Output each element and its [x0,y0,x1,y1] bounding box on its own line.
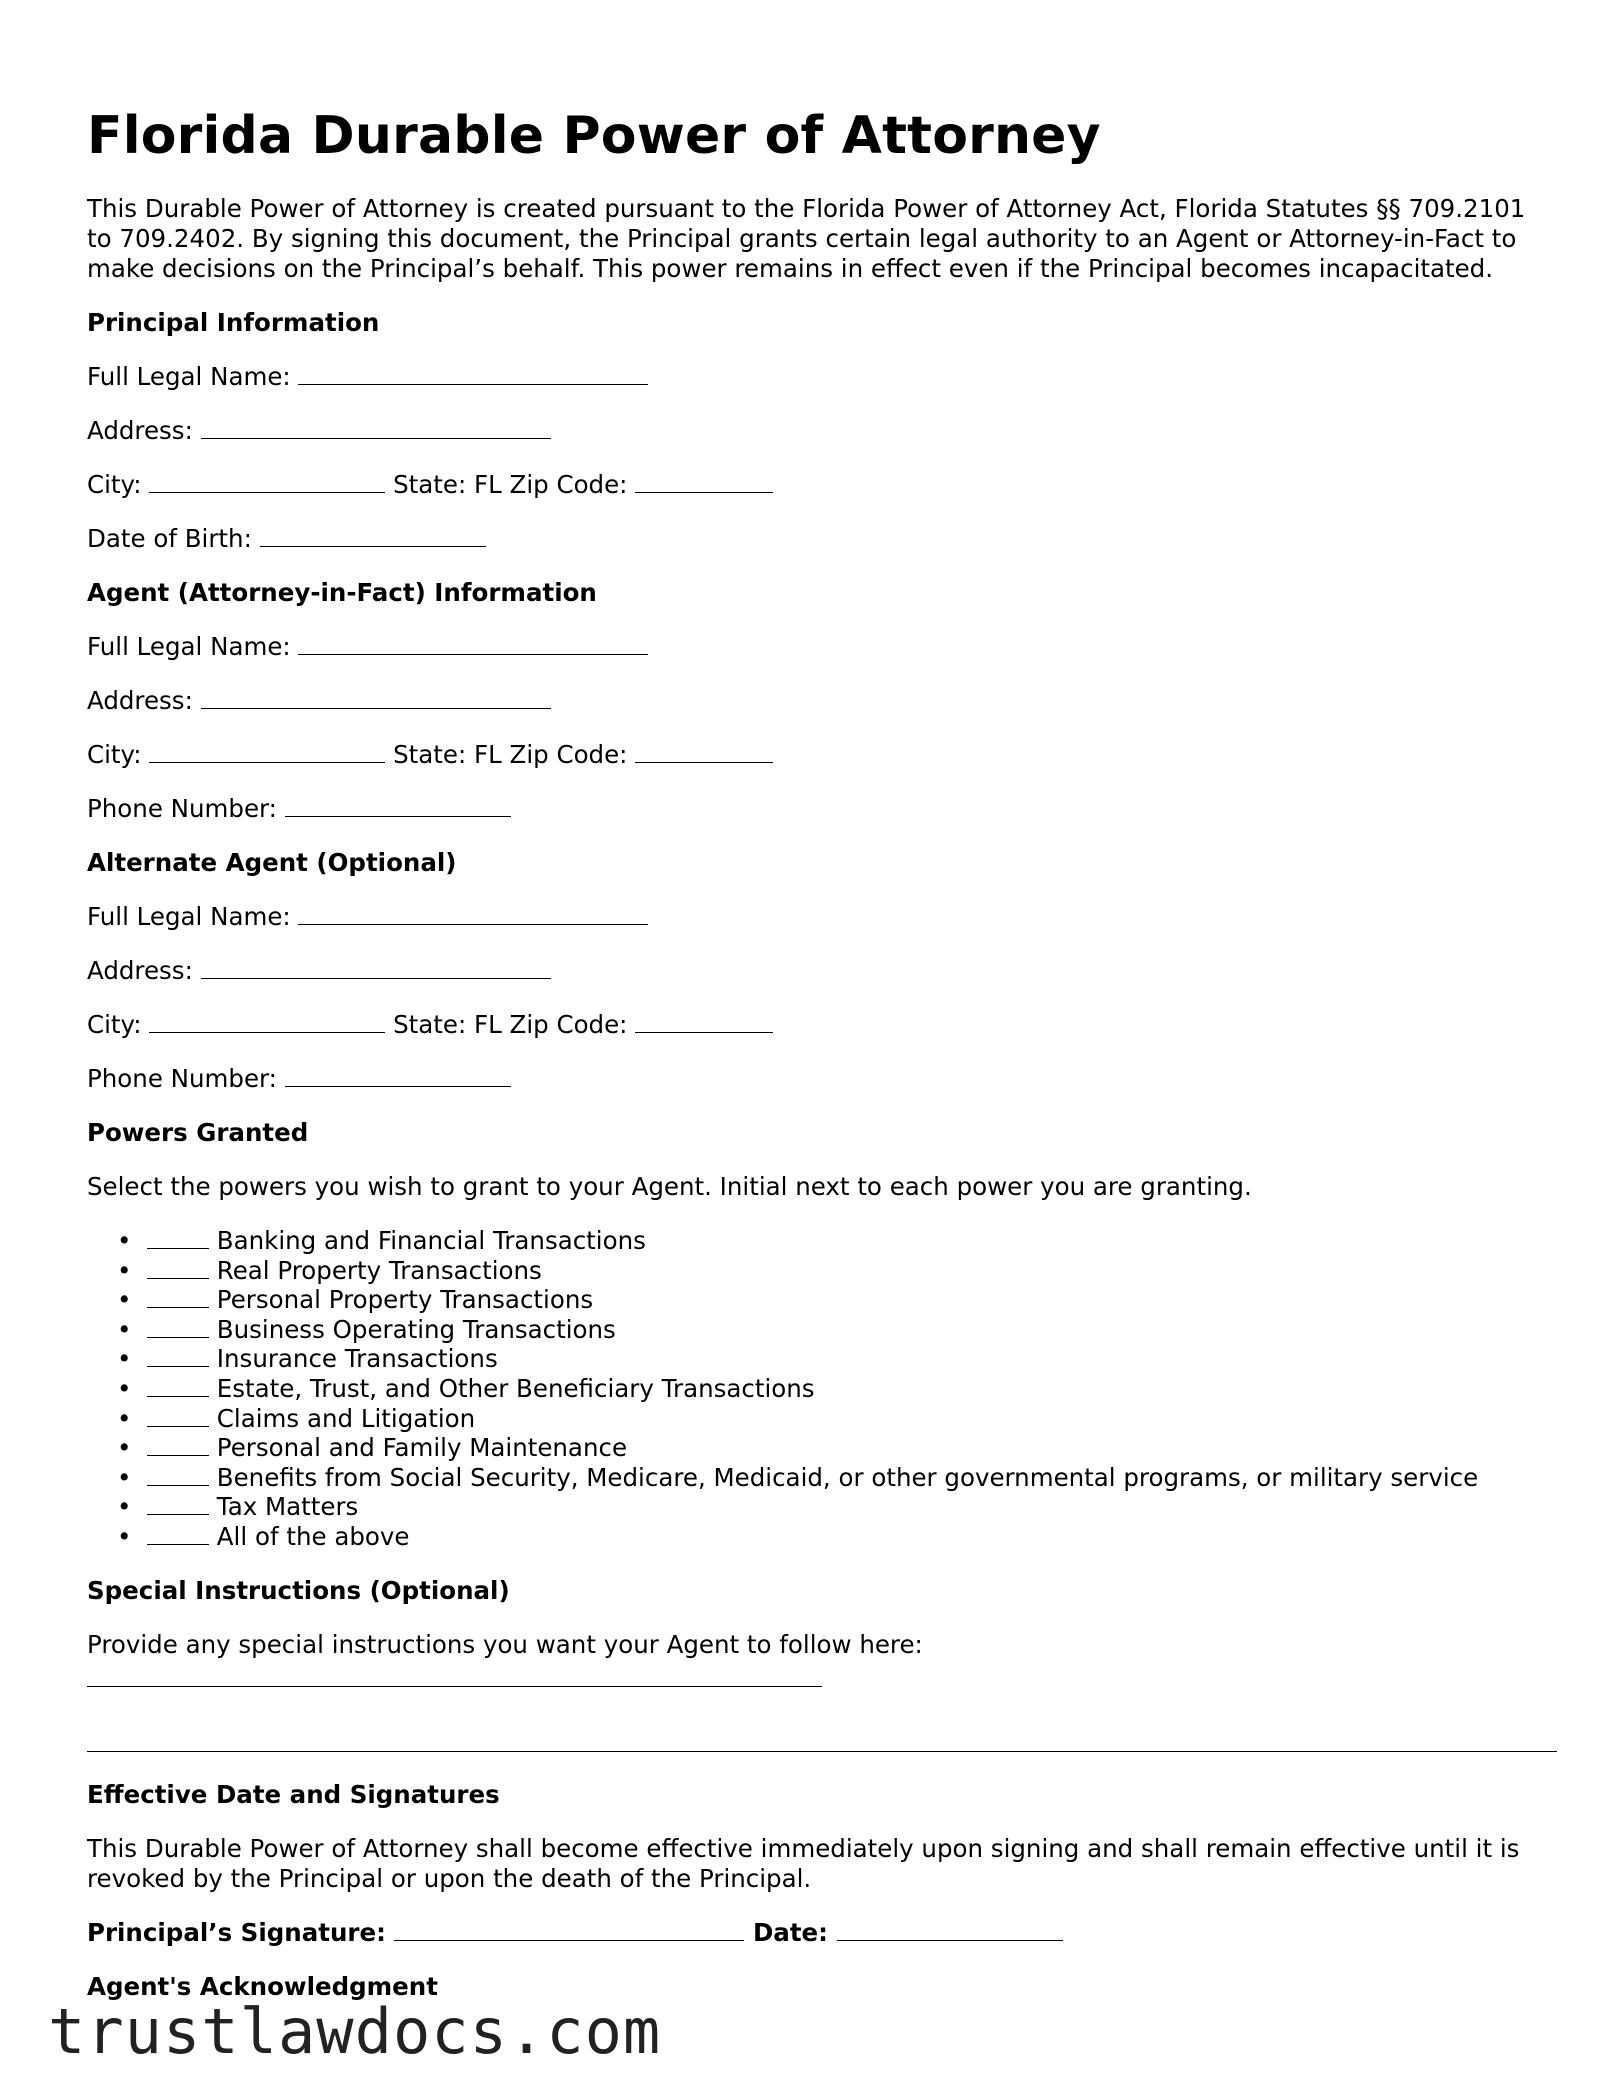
power-item [147,1256,1557,1286]
alternate-agent-address-field[interactable] [201,956,551,979]
special-instructions-line-2[interactable] [87,1729,1557,1752]
power-initial-field[interactable] [147,1256,209,1279]
special-instructions-prompt: Provide any special instructions you want your Agent to follow here: [87,1629,923,1659]
principal-dob-row [87,524,1557,554]
power-item [147,1374,1557,1404]
power-item [147,1344,1557,1374]
agent-zip-field[interactable] [635,740,773,763]
power-item [147,1285,1557,1315]
power-initial-field[interactable] [147,1315,209,1338]
special-instructions-line-2-row [87,1729,1557,1756]
power-initial-field[interactable] [147,1285,209,1308]
power-item [147,1463,1557,1493]
powers-instruction: Select the powers you wish to grant to your Agent. Initial next to each power you are granting. [87,1172,1252,1201]
power-item [147,1522,1557,1552]
powers-heading: Powers Granted [87,1118,309,1147]
principal-city-label: City: [87,470,142,499]
agent-heading: Agent (Attorney-in-Fact) Information [87,578,597,607]
alternate-agent-full-name-field[interactable] [298,902,648,925]
power-item-label: Benefits from Social Security, Medicare, Medicaid, or other governmental programs, or military service [216,1462,1479,1492]
principal-signature-label: Principal’s Signature: [87,1917,386,1947]
signature-date-label: Date: [752,1917,828,1947]
power-item-label: Insurance Transactions [216,1344,498,1374]
alternate-agent-zip-label: Zip Code: [509,1010,628,1039]
principal-city-field[interactable] [149,470,385,493]
agent-full-name-row [87,632,1557,662]
power-initial-field[interactable] [147,1404,209,1427]
principal-heading: Principal Information [87,308,380,337]
document-title: Florida Durable Power of Attorney [87,106,1101,166]
principal-state-label: State: FL [393,470,502,499]
power-item-label: Business Operating Transactions [216,1314,616,1344]
agent-address-row [87,686,1557,716]
powers-list [87,1226,1557,1552]
principal-zip-field[interactable] [635,470,773,493]
special-instructions-line-1-row [87,1664,1557,1691]
agent-acknowledgment-heading: Agent's Acknowledgment [87,1971,438,2001]
alternate-agent-full-name-label: Full Legal Name: [87,902,291,931]
alternate-agent-phone-field[interactable] [285,1064,511,1087]
power-item [147,1492,1557,1522]
principal-dob-field[interactable] [260,524,486,547]
agent-phone-field[interactable] [285,794,511,817]
power-initial-field[interactable] [147,1226,209,1249]
alternate-agent-full-name-row [87,902,1557,932]
principal-full-name-label: Full Legal Name: [87,362,291,391]
power-item [147,1433,1557,1463]
alternate-agent-heading: Alternate Agent (Optional) [87,848,457,877]
alternate-agent-city-row [87,1010,1557,1040]
principal-dob-label: Date of Birth: [87,524,252,553]
power-initial-field[interactable] [147,1463,209,1486]
agent-phone-label: Phone Number: [87,794,277,823]
agent-zip-label: Zip Code: [509,740,628,769]
principal-address-row [87,416,1557,446]
power-item-label: All of the above [216,1521,410,1551]
power-initial-field[interactable] [147,1433,209,1456]
principal-city-row [87,470,1557,500]
agent-full-name-field[interactable] [298,632,648,655]
power-initial-field[interactable] [147,1492,209,1515]
principal-full-name-row [87,362,1557,392]
power-item [147,1226,1557,1256]
power-item-label: Estate, Trust, and Other Beneficiary Transactions [216,1373,815,1403]
power-item-label: Personal and Family Maintenance [216,1433,628,1463]
alternate-agent-state-label: State: FL [393,1010,502,1039]
effective-heading: Effective Date and Signatures [87,1779,500,1809]
principal-address-label: Address: [87,416,193,445]
power-item [147,1404,1557,1434]
agent-full-name-label: Full Legal Name: [87,632,291,661]
alternate-agent-city-label: City: [87,1010,142,1039]
power-initial-field[interactable] [147,1522,209,1545]
intro-paragraph: This Durable Power of Attorney is created pursuant to the Florida Power of Attorney Act, Florida Statutes §§ 709.2101 to 709.2402. By signing this document, the Principal grants certain legal authority to an Agent or Attorney-in-Fact to make decisions on the Principal’s behalf. This power remains in effect even if the Principal becomes incapacitated. [87,194,1526,283]
signature-date-field[interactable] [837,1918,1063,1941]
document-page [87,100,1557,2026]
special-instructions-heading: Special Instructions (Optional) [87,1575,510,1605]
alternate-agent-phone-label: Phone Number: [87,1064,277,1093]
effective-text: This Durable Power of Attorney shall become effective immediately upon signing and shall remain effective until it is revoked by the Principal or upon the death of the Principal. [87,1833,1520,1893]
agent-city-row [87,740,1557,770]
principal-signature-row [87,1918,1557,1948]
agent-city-label: City: [87,740,142,769]
alternate-agent-city-field[interactable] [149,1010,385,1033]
agent-city-field[interactable] [149,740,385,763]
watermark-text: trustlawdocs.com [48,1995,662,2068]
principal-signature-field[interactable] [394,1918,744,1941]
power-item-label: Personal Property Transactions [216,1285,594,1315]
alternate-agent-zip-field[interactable] [635,1010,773,1033]
power-initial-field[interactable] [147,1374,209,1397]
special-instructions-line-1[interactable] [87,1664,822,1687]
alternate-agent-address-label: Address: [87,956,193,985]
power-initial-field[interactable] [147,1344,209,1367]
principal-zip-label: Zip Code: [509,470,628,499]
alternate-agent-address-row [87,956,1557,986]
agent-address-field[interactable] [201,686,551,709]
power-item-label: Real Property Transactions [216,1255,542,1285]
agent-address-label: Address: [87,686,193,715]
agent-phone-row [87,794,1557,824]
power-item-label: Tax Matters [216,1492,359,1522]
alternate-agent-phone-row [87,1064,1557,1094]
power-item-label: Banking and Financial Transactions [216,1226,646,1255]
power-item [147,1315,1557,1345]
principal-address-field[interactable] [201,416,551,439]
power-item-label: Claims and Litigation [216,1403,476,1433]
agent-state-label: State: FL [393,740,502,769]
principal-full-name-field[interactable] [298,362,648,385]
